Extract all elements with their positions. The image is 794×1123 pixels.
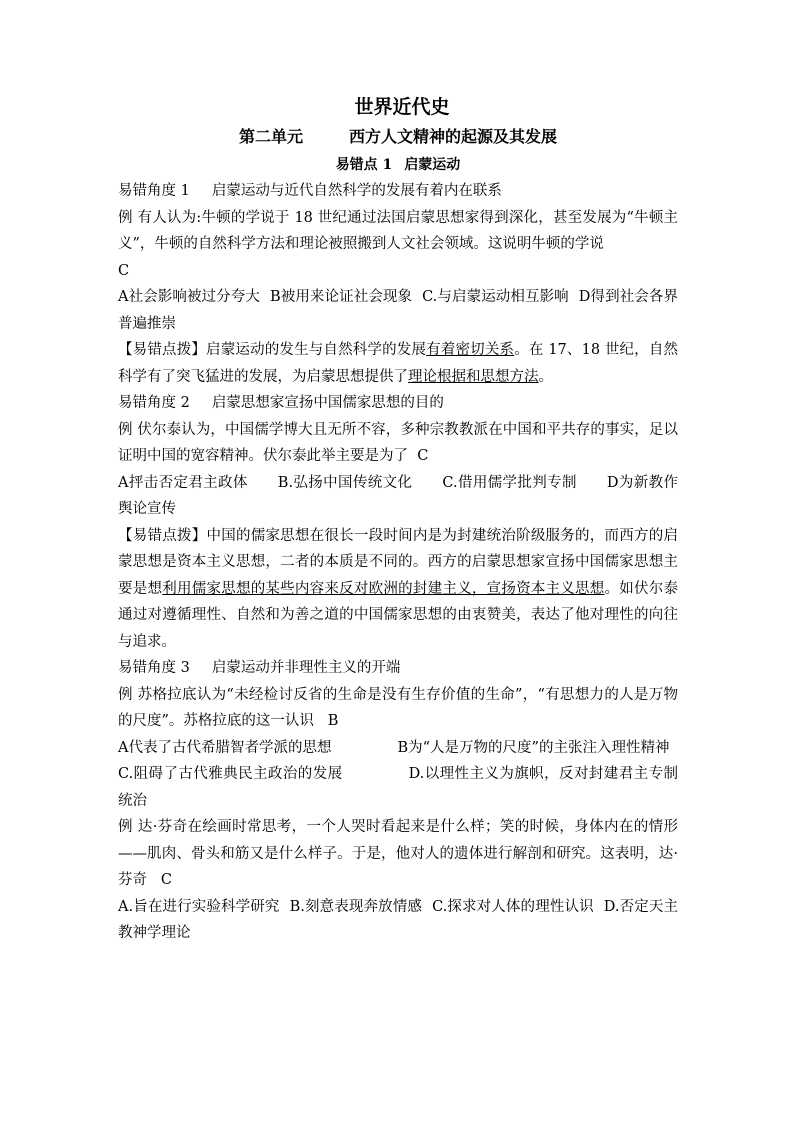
tip-text: 。在 17、18 世纪，自然科学有了突飞猛进的发展，为启蒙思想提供了 [118,342,679,385]
angle-title: 启蒙思想家宣扬中国儒家思想的目的 [211,395,444,411]
question-3 [118,682,678,735]
angle-label: 易错角度 2 [118,395,190,411]
error-point-heading [118,152,678,178]
answer: C [417,448,429,464]
tip-text: 。 [538,368,553,385]
error-angle-3 [118,655,678,682]
option-b: B被用来论证社会现象 [269,289,413,305]
document-page [118,92,678,947]
option-c: C.与启蒙运动相互影响 [422,289,569,305]
option-d: D.否定天主教神学理论 [118,898,679,941]
unit-heading [118,122,678,152]
option-a: A社会影响被过分夸大 [118,289,260,305]
error-angle-2 [118,390,678,417]
tip-2 [118,523,678,656]
tip-heading: 【易错点拨】 [118,342,207,358]
option-b: B.弘扬中国传统文化 [277,474,413,491]
options-3 [118,735,678,815]
error-point-label: 易错点 1 [335,157,393,173]
option-c: C.借用儒学批判专制 [442,474,577,491]
option-b: B.刻意表现奔放情感 [289,898,423,915]
option-c: C.探求对人体的理性认识 [432,898,594,915]
question-4 [118,814,678,894]
option-d: D为新教作舆论宣传 [118,474,679,517]
answer: C [160,872,172,888]
option-a: A抨击否定君主政体 [118,474,248,491]
angle-label: 易错角度 3 [118,660,190,676]
unit-number: 第二单元 [238,127,303,146]
option-d: D.以理性主义为旗帜，反对封建君主专制统治 [118,766,679,809]
options-4 [118,894,678,947]
page-title: 世界近代史 [354,96,450,118]
option-c: C.阻碍了古代雅典民主政治的发展 [118,766,343,782]
error-point-name: 启蒙运动 [404,157,461,173]
question-text: 例 有人认为:牛顿的学说于 18 世纪通过法国启蒙思想家得到深化，甚至发展为“牛顿主义”，牛顿的自然科学方法和理论被照搬到人文社会领域。这说明牛顿的学说 [118,209,678,252]
question-2 [118,417,678,470]
answer: B [327,713,339,729]
angle-title: 启蒙运动与近代自然科学的发展有着内在联系 [211,183,502,199]
option-d: D得到社会各界普遍推崇 [118,289,678,332]
question-1 [118,205,678,285]
option-a: A.旨在进行实验科学研究 [118,898,280,915]
tip-1 [118,337,678,390]
question-text: 例 苏格拉底认为“未经检讨反省的生命是没有生存价值的生命”，“有思想力的人是万物的尺度”。苏格拉底的这一认识 [118,686,678,729]
tip-underlined: 利用儒家思想的某些内容来反对欧洲的封建主义，宣扬资本主义思想 [162,580,605,597]
tip-underlined: 有着密切关系 [426,342,515,358]
option-b: B为“人是万物的尺度”的主张注入理性精神 [397,739,670,756]
tip-text: 中国的儒家思想在很长一段时间内是为封建统治阶级服务的，而西方的启蒙思想是资本主义思想，二者的本质是不同的。西方的启蒙思想家宣扬中国儒家思想主要是想 [118,527,679,597]
angle-title: 启蒙运动并非理性主义的开端 [211,660,401,676]
tip-text: 启蒙运动的发生与自然科学的发展 [206,342,427,358]
tip-heading: 【易错点拨】 [118,527,207,544]
tip-text: 。如伏尔泰通过对遵循理性、自然和为善之道的中国儒家思想的由衷赞美，表达了他对理性的向往与追求。 [118,580,679,650]
error-angle-1 [118,178,678,205]
option-a: A代表了古代希腊智者学派的思想 [118,739,332,756]
angle-label: 易错角度 1 [118,183,190,199]
question-text: 例 达·芬奇在绘画时常思考，一个人哭时看起来是什么样；笑的时候，身体内在的情形——肌肉、骨头和筋又是什么样子。于是，他对人的遗体进行解剖和研究。这表明，达·芬奇 [118,819,678,888]
options-2 [118,470,678,523]
answer: C [118,262,130,279]
question-text: 例 伏尔泰认为，中国儒学博大且无所不容，多种宗教教派在中国和平共存的事实，足以证明中国的宽容精神。伏尔泰此举主要是为了 [118,421,678,464]
options-1 [118,284,678,337]
tip-underlined: 理论根据和思想方法 [408,368,539,385]
unit-name: 西方人文精神的起源及其发展 [349,127,558,146]
